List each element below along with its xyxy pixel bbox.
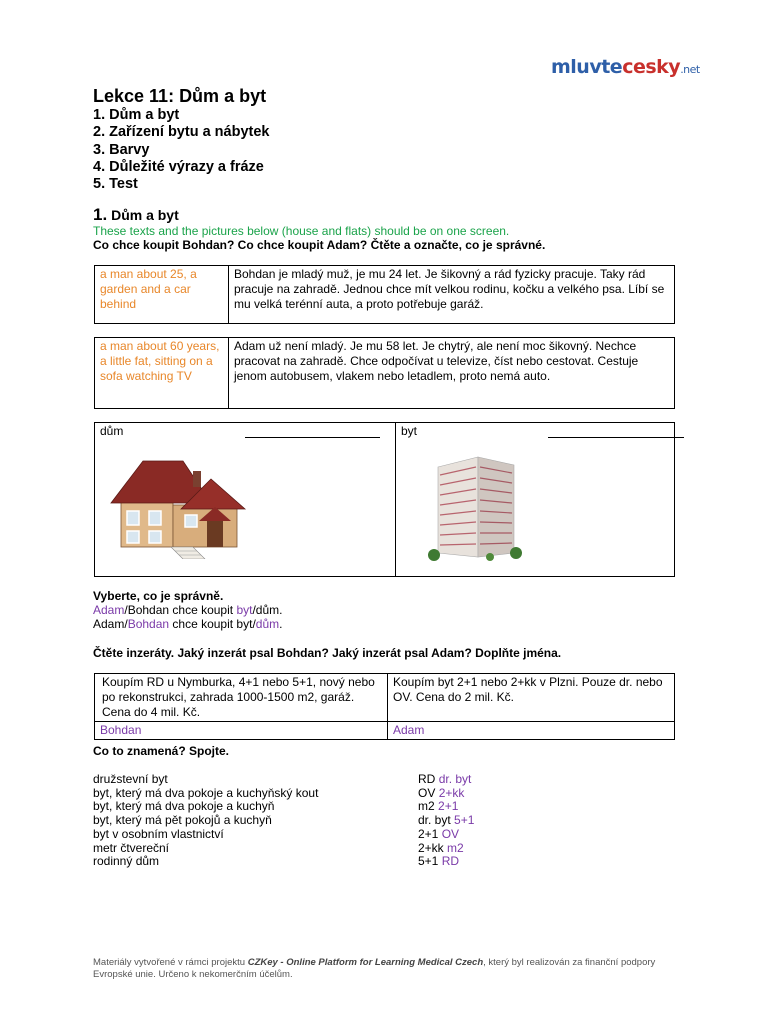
sentence-text: /Bohdan chce koupit (124, 603, 237, 617)
match-code-row (418, 828, 474, 842)
ad-right-answer: Adam (388, 722, 675, 740)
flat-cell (396, 423, 675, 577)
match-term: byt, který má dva pokoje a kuchyň (93, 799, 275, 814)
match-code: 2+1 (418, 826, 439, 841)
match-code: dr. byt (418, 813, 451, 828)
match-answer: RD (441, 854, 460, 869)
choose-line-2 (93, 617, 282, 631)
picture-description: a man about 60 years, a little fat, sitting on a sofa watching TV (95, 338, 229, 409)
match-answer: 5+1 (454, 813, 475, 828)
answer-line (245, 437, 380, 438)
apartment-building-illustration (418, 453, 533, 563)
match-code-row (418, 855, 474, 869)
reading-text: Adam už není mladý. Je mu 58 let. Je chytrý, ale není moc šikovný. Nechce pracovat na zahradě. Chce odpočívat u televize, číst nebo cestovat. Cestuje jenom autobusem, vlakem nebo letadlem, proto nemá auto. (229, 338, 675, 409)
match-term: rodinný dům (93, 854, 160, 869)
match-term: byt v osobním vlastnictví (93, 826, 224, 841)
match-code-row (418, 842, 474, 856)
picture-table (94, 422, 675, 577)
page-footer (93, 957, 683, 981)
match-code: m2 (418, 799, 435, 814)
answer-highlight: byt (236, 603, 253, 617)
toc-item: 5. Test (93, 176, 138, 193)
table-of-contents (93, 107, 269, 193)
ads-heading: Čtěte inzeráty. Jaký inzerát psal Bohdan? Jaký inzerát psal Adam? Doplňte jména. (93, 646, 562, 660)
answer-highlight: dům (255, 617, 280, 631)
ad-left-answer: Bohdan (95, 722, 388, 740)
match-term: byt, který má pět pokojů a kuchyň (93, 813, 272, 828)
match-code: RD (418, 772, 436, 786)
reading-text: Bohdan je mladý muž, je mu 24 let. Je šikovný a rád fyzicky pracuje. Taky rád pracuje na zahradě. Jednou chce mít velkou rodinu, kočku a velkého psa. Líbí se mu velká terénní auta, a proto potřebuje garáž. (229, 266, 675, 324)
house-illustration (101, 455, 251, 559)
match-answer: OV (441, 826, 460, 841)
site-logo (551, 56, 700, 78)
picture-description: a man about 25, a garden and a car behind (95, 266, 229, 324)
toc-item: 1. Dům a byt (93, 107, 180, 123)
match-answer: 2+1 (438, 799, 459, 814)
logo-part3: .net (680, 63, 700, 76)
match-term: byt, který má dva pokoje a kuchyňský kout (93, 785, 319, 800)
section-title: Dům a byt (111, 207, 179, 223)
flat-label: byt (401, 424, 418, 438)
sentence-text: Adam/ (93, 617, 128, 631)
logo-part2: cesky (622, 56, 681, 78)
match-terms-list (93, 773, 318, 869)
answer-highlight: Bohdan (127, 617, 170, 631)
answer-highlight: Adam (93, 603, 125, 617)
reading-box-bohdan (94, 265, 675, 324)
match-code: OV (418, 785, 436, 800)
sentence-text: chce koupit byt/ (169, 617, 256, 631)
match-answer: 2+kk (438, 785, 465, 800)
sentence-text: . (279, 617, 283, 631)
toc-item: 2. Zařízení bytu a nábytek (93, 124, 270, 141)
house-label: dům (100, 424, 124, 438)
ad-left: Koupím RD u Nymburka, 4+1 nebo 5+1, nový nebo po rekonstrukci, zahrada 1000-1500 m2, garáž. Cena do 4 mil. Kč. (95, 674, 388, 722)
match-code: 2+kk (418, 840, 444, 855)
match-code-row (418, 773, 474, 787)
match-code-row (418, 800, 474, 814)
match-term: metr čtvereční (93, 840, 170, 855)
ad-right: Koupím byt 2+1 nebo 2+kk v Plzni. Pouze dr. nebo OV. Cena do 2 mil. Kč. (388, 674, 675, 722)
lesson-title: Lekce 11: Dům a byt (93, 86, 267, 106)
instructor-note: These texts and the pictures below (house and flats) should be on one screen. (93, 224, 510, 238)
section-number: 1. (93, 205, 108, 224)
footer-text: , který byl realizován za finanční podpory Evropské unie. Určeno k nekomerčním účelům. (93, 957, 656, 980)
choose-heading: Vyberte, co je správně. (93, 589, 224, 603)
match-code-row (418, 814, 474, 828)
match-code-row (418, 787, 474, 801)
match-answer: dr. byt (438, 772, 472, 786)
match-heading: Co to znamená? Spojte. (93, 744, 230, 758)
match-answer: m2 (447, 840, 464, 855)
match-codes-list (418, 773, 474, 869)
footer-text: Materiály vytvořené v rámci projektu (93, 957, 248, 968)
toc-item: 3. Barvy (93, 141, 150, 158)
toc-item: 4. Důležité výrazy a fráze (93, 158, 264, 175)
logo-part1: mluvte (551, 56, 623, 78)
footer-project: CZKey - Online Platform for Learning Medical Czech (247, 957, 484, 968)
ads-table (94, 673, 675, 740)
sentence-text: /dům. (252, 603, 283, 617)
choose-line-1 (93, 603, 282, 617)
section-heading (93, 205, 179, 225)
reading-box-adam (94, 337, 675, 409)
task-question: Co chce koupit Bohdan? Co chce koupit Adam? Čtěte a označte, co je správné. (93, 238, 546, 252)
match-code: 5+1 (418, 854, 439, 869)
match-term: družstevní byt (93, 772, 168, 786)
answer-line (548, 437, 684, 438)
house-cell (95, 423, 396, 577)
